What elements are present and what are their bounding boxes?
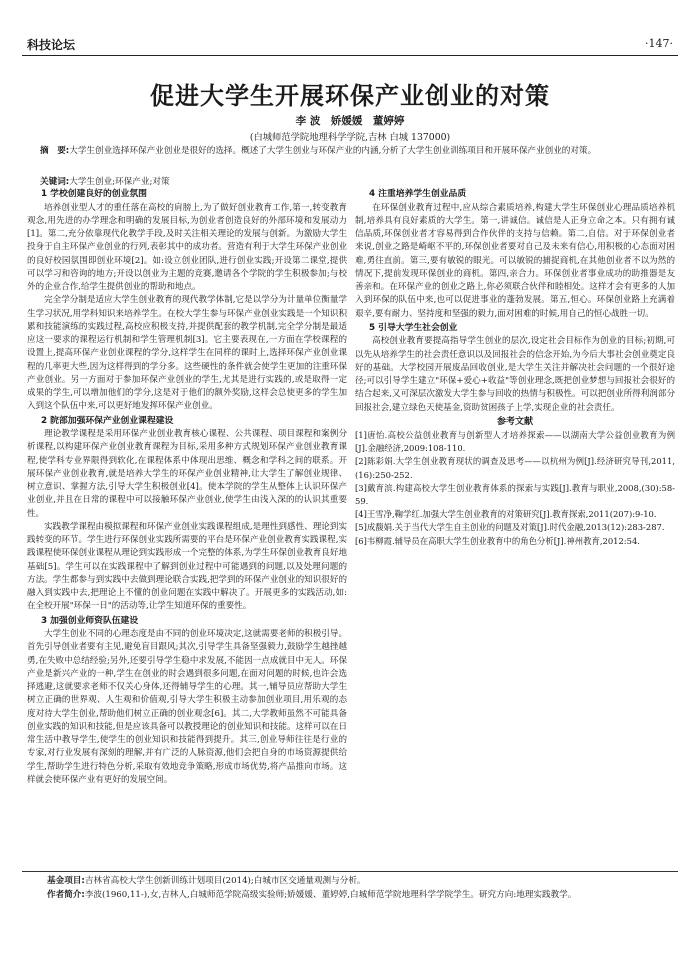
section-heading: 5 引导大学生社会创业 bbox=[369, 322, 458, 333]
section-paragraph: 培养创业型人才的重任落在高校的肩膀上,为了做好创业教育工作,第一,转变教育观念,用先进的办学理念和明确的发展目标,为创业者创造良好的外部环境和发展动力[1]。第二,充分依靠现代化教学手段,及时关注相关理论的发展与创新。为激励大学生投身于自主环保产业创业的行列,表彰其中的成功者。营造有利于大学生环保产业创业的良好校园氛围即创业环境[2]。如:设立创业团队,进行创业实践;开设第二课堂,提供可以学习和咨询的地方;开设以创业为主题的竞赛,邀请各个学院的学生积极参加;与校外的企业合作,给学生提供创业的帮助和地点。 bbox=[27, 202, 347, 292]
fund-label: 基金项目: bbox=[47, 876, 85, 886]
author-text: 李波(1960,11-),女,吉林人,白城师范学院高级实验师;娇媛媛、董婷婷,白城师范学院地理科学学院学生。研究方向:地理实践教学。 bbox=[84, 890, 577, 900]
page-number: ·147· bbox=[645, 37, 673, 50]
section-paragraph: 高校创业教育要提高指导学生创业的层次,设定社会目标作为创业的目标;初期,可以先从培养学生的社会责任意识以及回报社会的信念开始,为今后大事社会创业奠定良好的基础。大学校园开展废品回收创业,是大学生关注并解决社会问题的一个很好途径;可以引导学生建立"环保+爱心+收益"等创业理念,既把创业梦想与回报社会很好的结合起来,又可深层次激发大学生参与回收的热情与积极性。可以把创业所得利润部分回报社会,建立绿色天使基金,资助贫困孩子上学,实现企业的社会责任。 bbox=[355, 336, 675, 413]
fund-text: 吉林省高校大学生创新训练计划项目(2014);白城市区交通量观测与分析。 bbox=[84, 876, 366, 886]
references-title: 参考文献 bbox=[496, 416, 533, 427]
left-column bbox=[27, 187, 347, 787]
reference-item: [1]唐怡.高校公益创业教育与创新型人才培养探索——以湖南大学公益创业教育为例[J].金融经济,2009:108-110. bbox=[355, 430, 675, 454]
section-paragraph: 完全学分制是适应大学生创业教育的现代教学体制,它是以学分为计量单位衡量学生学习状况,用学科知识来培养学生。在校大学生参与环保产业创业实践是一个知识积累和技能演练的实践过程,高校应积极支持,并提供配套的教学机制,完全学分制是最适应这一要求的课程运行机制和学生管理机制[3]。它主要表现在,一方面在学校课程的设置上,提高环保产业创业课程的学分,这样学生在同样的课时上,选择环保产业创业课程的几率更大些,因为这样得到的学分多。这些硬性的条件就会使学生更加的注重环保产业创业。另一方面对于参加环保产业创业的学生,尤其是进行实践的,或是取得一定成果的学生,可以增加他们的学分,这是对于他们的额外奖励,这样会总使更多的学生加入到这个队伍中来,可以更好地发挥环保产业创业。 bbox=[27, 295, 347, 412]
reference-item: [5]成馥娟.关于当代大学生自主创业的问题及对策[J].时代金融,2013(12):283-287. bbox=[355, 522, 665, 533]
reference-item: [4]王雪净,鞠学红.加强大学生创业教育的对策研究[J].教育探索,2011(207):9-10. bbox=[355, 509, 657, 520]
right-column bbox=[355, 187, 675, 548]
reference-item: [6]韦柳霞.辅导员在高职大学生创业教育中的角色分析[J].神州教育,2012:54. bbox=[355, 535, 640, 546]
keywords-label: 关键词: bbox=[40, 177, 70, 187]
section-heading: 1 学校创建良好的创业氛围 bbox=[41, 189, 147, 199]
footer-divider bbox=[22, 871, 678, 872]
article-affiliation: (白城师范学院地理科学学院,吉林 白城 137000) bbox=[249, 132, 451, 143]
section-paragraph: 在环保创业教育过程中,应从综合素质培养,构建大学生环保创业心理品质培养机制,培养具有良好素质的大学生。第一,讲诚信。诚信是人正身立命之本。只有拥有诚信品质,环保创业者才容易得到合作伙伴的支持与信赖。第二,自信。对于环保创业者来说,创业之路是崎岖不平的,环保创业者要对自己及未来有信心,用积极的心态面对困难,勇往直前。第三,要有敏锐的眼光。可以敏锐的捕捉商机,在其他创业者不以为然的情况下,提前发现环保创业的商机。第四,亲合力。环保创业者事业成功的助推器是友善亲和。在环保产业的创业之路上,你必须联合伙伴和睦相处。这样才会有更多的人加入到环保的队伍中来,也可以促进事业的蓬勃发展。第五,恒心。环保创业路上充满着艰辛,要有耐力、坚持度和坚强的毅力,面对困难的时候,用自己的恒心战胜一切。 bbox=[355, 202, 675, 319]
header-divider bbox=[22, 55, 678, 56]
section-paragraph: 理论教学课程是采用环保产业创业教育核心课程、公共课程、项目课程和案例分析课程,以构建环保产业创业教育课程为目标,采用多种方式规划环保产业创业教育课程,使学科专业界限得到软化,在课程体系中体现出思维、概念和学科之间的联系。开展环保产业创业教育,就是培养大学生的环保产业创业精神,让大学生了解创业规律、树立意识、掌握方法,引导大学生积极创业[4]。使本学院的学生从整体上认识环保产业创业,并且在日常的课程中可以接触环保产业创业,使学生由浅入深的的认识其重要性。 bbox=[27, 429, 347, 519]
author-label: 作者简介: bbox=[47, 890, 85, 900]
author-note bbox=[47, 889, 677, 903]
abstract-label: 摘 要: bbox=[40, 146, 70, 156]
section-heading: 3 加强创业师资队伍建设 bbox=[41, 615, 139, 626]
section-paragraph: 实践教学课程由模拟课程和环保产业创业实践课程组成,是理性到感性、理论到实践转变的环节。学生进行环保创业实践所需要的平台是环保产业创业教育实践课程,实践课程使环保创业课程从理论到实践形成一个完整的体系,为学生环保创业教育良好地基础[5]。学生可以在实践课程中了解到创业过程中可能遇到的问题,以及处理问题的方法。学生都参与到实践中去做到理论联合实践,把学到的环保产业创业的知识很好的融入到实践中去,把理论上不懂的创业问题在实践中解决了。开展更多的实践活动,如:在全校开展"环保一日"的活动等,让学生知道环保的重要性。 bbox=[27, 521, 347, 612]
section-paragraph: 大学生创业不同的心理态度是由不同的创业环境决定,这就需要老师的积极引导。首先引导创业者要有主见,避免盲目跟风;其次,引导学生具备坚强毅力,鼓励学生越挫越勇,在失败中总结经验;另外,还要引导学生稳中求发展,不能因一点成就目中无人。环保产业是新兴产业的一种,学生在创业的时会遇到很多问题,在面对问题的时候,也许会选择逃避,这就要求老师不仅关心身体,还得辅导学生的心理。其一,辅导员应帮助大学生树立正确的世界观、人生观和价值观,引导大学生积极主动参加创业项目,用乐观的态度对待大学生创业,帮助他们树立正确的创业观念[6]。其二,大学教师虽然不可能具备创业实践的知识和技能,但是应该具备可以教授理论的创业知识和技能。这样可以在日常生活中教导学生,使学生的创业知识和技能得到提升。其三,创业导师往往是行业的专家,对行业发展有深刻的理解,并有广泛的人脉资源,他们会把自身的市场资源提供给学生,帮助学生进行特色分析,采取有效地竞争策略,形成市场优势,将产品推向市场。这样就会使环保产业有更好的发展空间。 bbox=[27, 629, 347, 785]
abstract bbox=[40, 145, 660, 158]
reference-item: [2]陈彩娟.大学生创业教育现状的调查及思考——以杭州为例[J].经济研究导刊,2011,(16):250-252. bbox=[355, 456, 675, 480]
article-authors: 李 波 娇媛媛 董婷婷 bbox=[295, 115, 405, 127]
reference-item: [3]戴育滨.构建高校大学生创业教育体系的探索与实践[J].教育与职业,2008,(30):58-59. bbox=[355, 482, 675, 507]
keywords-text: 大学生创业;环保产业;对策 bbox=[69, 177, 170, 187]
article-title: 促进大学生开展环保产业创业的对策 bbox=[150, 81, 550, 110]
section-heading: 2 院部加强环保产业创业课程建设 bbox=[41, 415, 174, 426]
abstract-text: 大学生创业选择环保产业创业是很好的选择。概述了大学生创业与环保产业的内涵,分析了大学生创业训练项目和开展环保产业创业的对策。 bbox=[69, 146, 597, 156]
journal-name: 科技论坛 bbox=[27, 38, 76, 52]
section-heading: 4 注重培养学生创业品质 bbox=[369, 189, 467, 199]
keywords bbox=[40, 175, 660, 187]
fund-note bbox=[47, 875, 677, 889]
